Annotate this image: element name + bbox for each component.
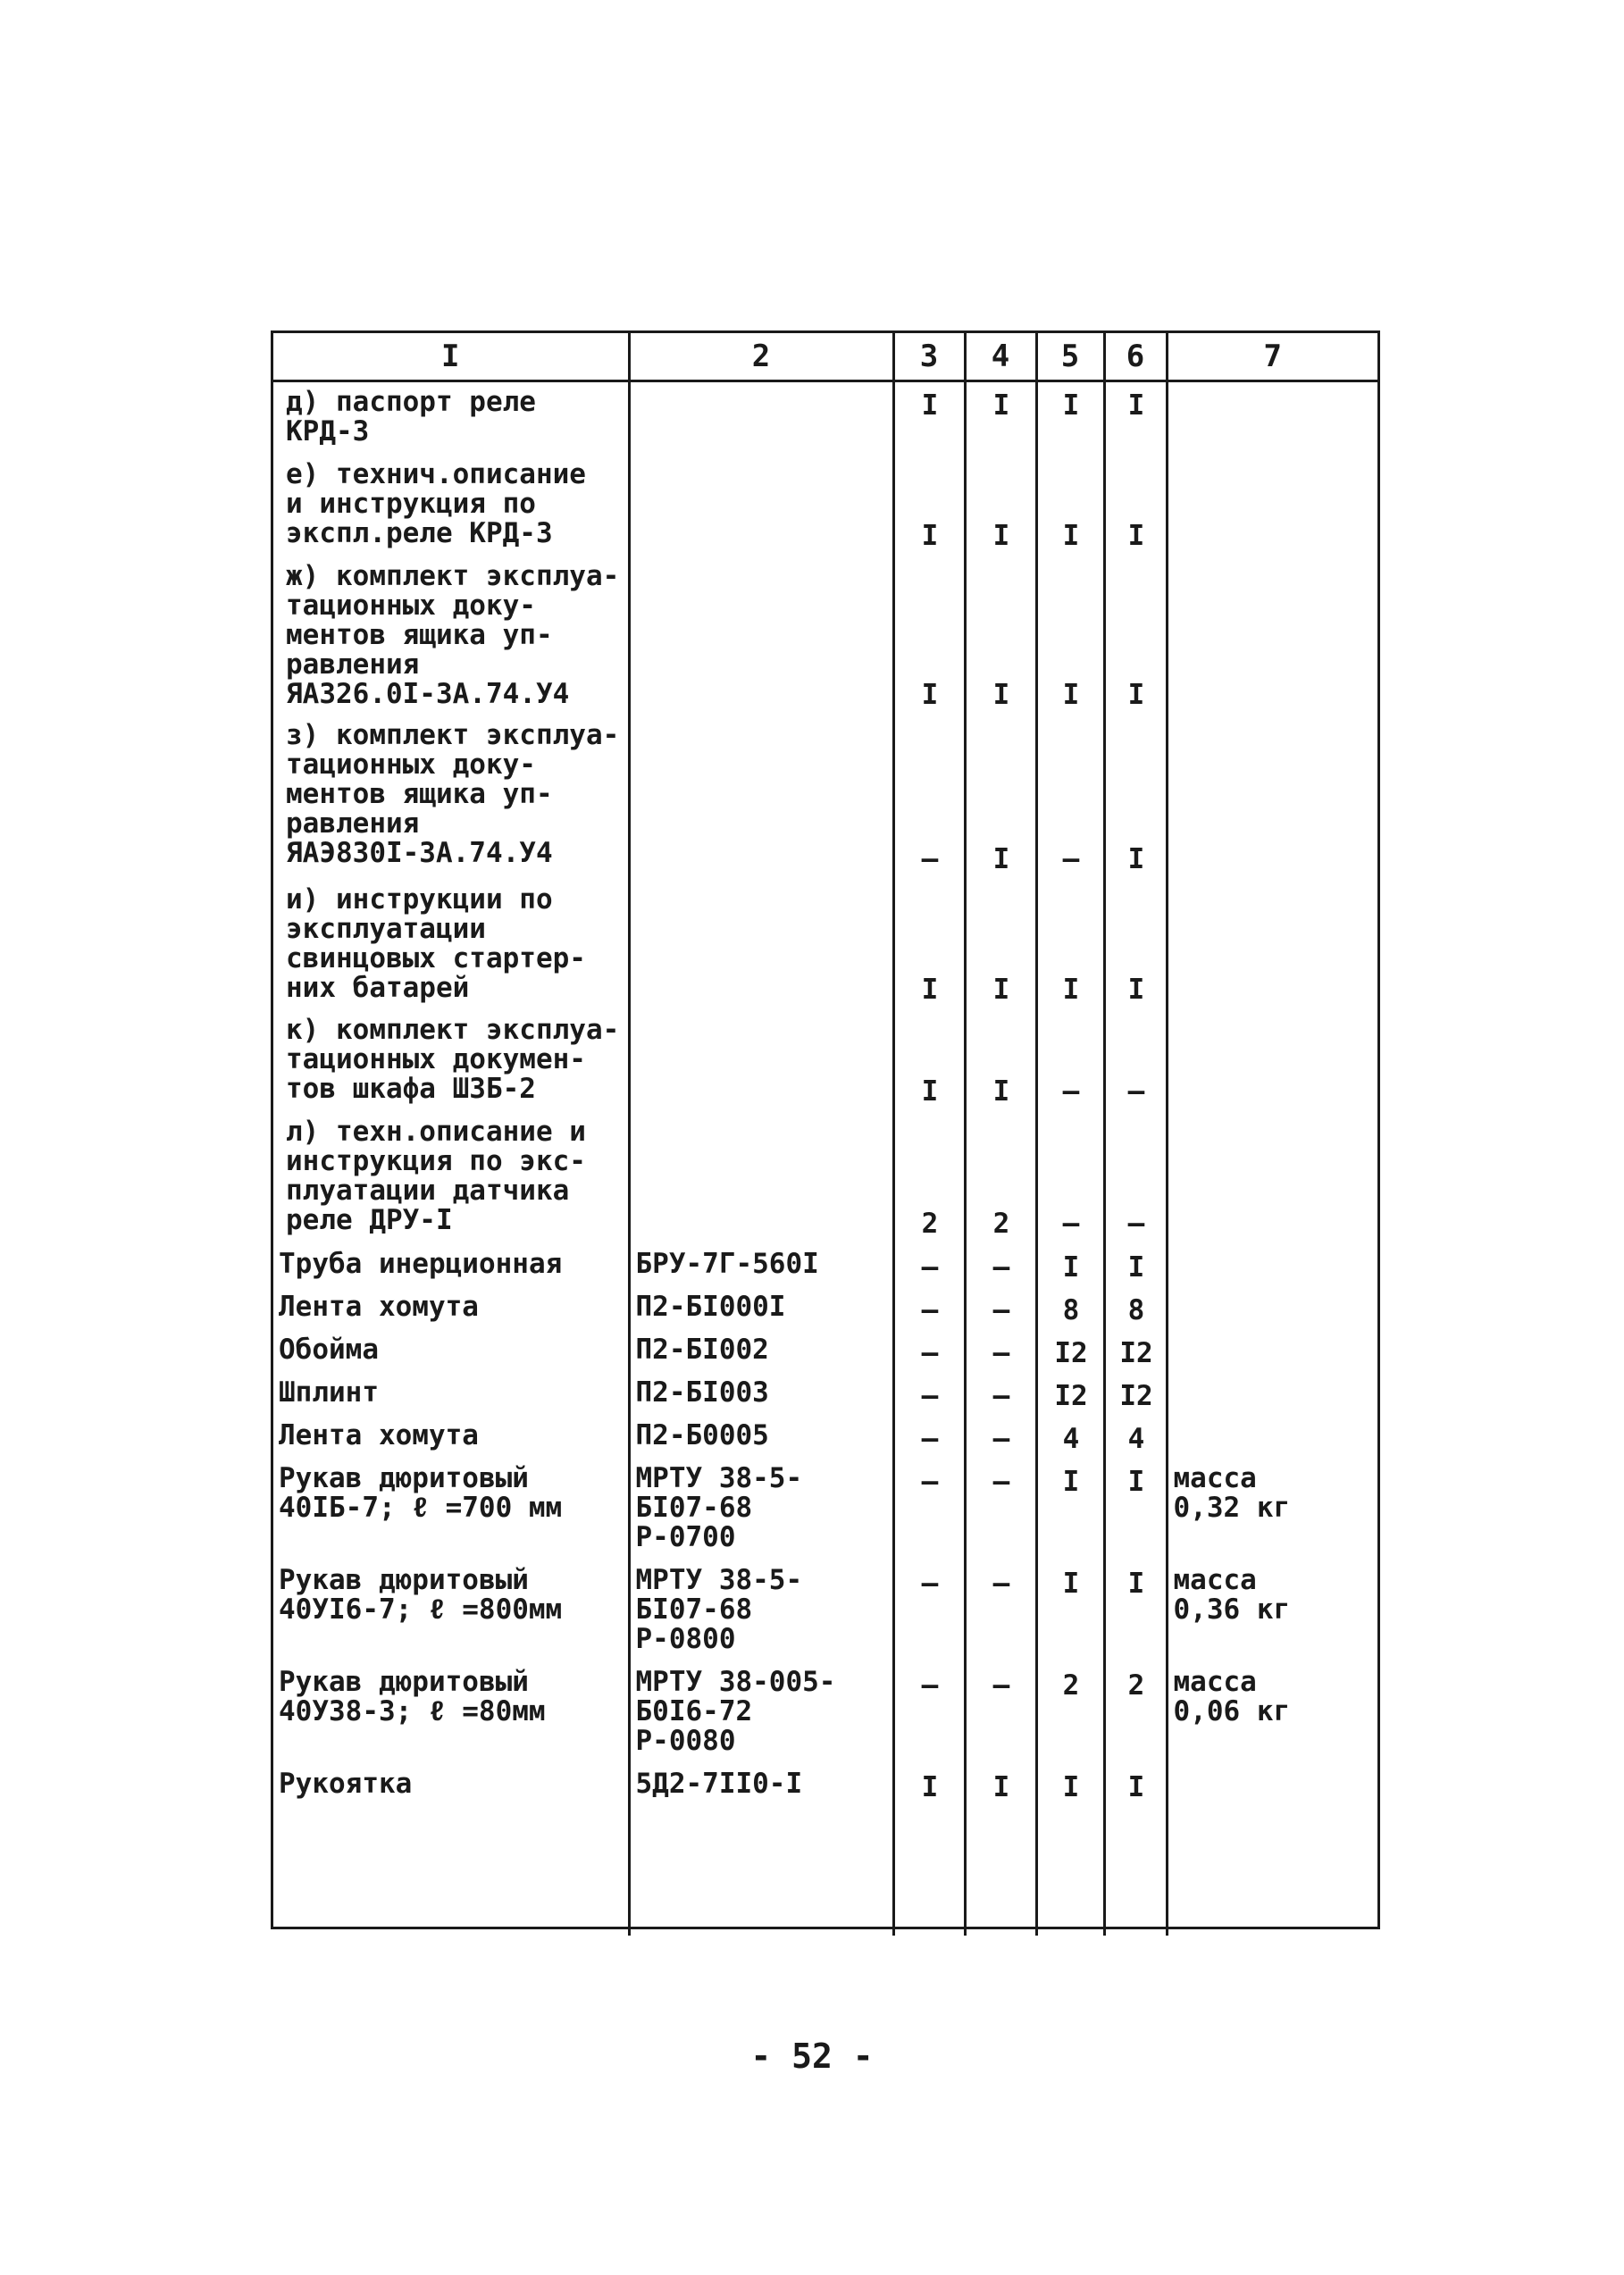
header-col-3: 3 [893,333,965,381]
qty-col-3: I [893,1010,965,1112]
qty-col-6: I2 [1104,1330,1167,1373]
qty-col-4: – [965,1244,1036,1287]
qty-col-3: – [893,1662,965,1764]
table-row [273,1112,1377,1244]
spec-table-frame [271,330,1380,1929]
item-designation: МРТУ 38-5- БI07-68 Р-0800 [629,1560,893,1662]
qty-col-5: I [1036,880,1104,1010]
item-designation [629,455,893,556]
qty-col-3: – [893,1287,965,1330]
qty-col-6: I2 [1104,1373,1167,1416]
item-designation: П2-Б0005 [629,1416,893,1459]
qty-col-4: I [965,880,1036,1010]
item-designation: МРТУ 38-5- БI07-68 Р-0700 [629,1459,893,1560]
qty-col-4: – [965,1330,1036,1373]
item-designation: БРУ-7Г-560I [629,1244,893,1287]
qty-col-3: I [893,455,965,556]
header-col-6: 6 [1104,333,1167,381]
item-name: Обойма [273,1330,629,1373]
qty-col-5: I [1036,1244,1104,1287]
qty-col-3: I [893,381,965,455]
qty-col-3: I [893,556,965,715]
qty-col-4: – [965,1560,1036,1662]
item-name: Шплинт [273,1373,629,1416]
table-row [273,1373,1377,1416]
qty-col-6: I [1104,1560,1167,1662]
item-note: масса 0,06 кг [1173,1665,1291,1727]
qty-col-3: I [893,880,965,1010]
qty-col-3: – [893,715,965,880]
item-note [1167,1373,1377,1416]
item-note [1167,1330,1377,1373]
qty-col-5: I2 [1036,1373,1104,1416]
qty-col-4: I [965,1010,1036,1112]
qty-col-6: 2 [1104,1662,1167,1764]
qty-col-5: – [1036,1010,1104,1112]
item-note [1167,880,1377,1010]
header-col-2: 2 [629,333,893,381]
qty-col-6: – [1104,1112,1167,1244]
qty-col-6: I [1104,1764,1167,1814]
qty-col-3: – [893,1560,965,1662]
item-name: е) технич.описание и инструкция по экспл.реле КРД-3 [273,455,629,556]
qty-col-3: I [893,1764,965,1814]
qty-col-3: 2 [893,1112,965,1244]
table-header-row [273,333,1377,381]
table-row [273,1764,1377,1814]
table-row [273,455,1377,556]
item-designation [629,381,893,455]
item-designation [629,1112,893,1244]
table-row [273,1416,1377,1459]
qty-col-4: – [965,1459,1036,1560]
table-row [273,1560,1377,1662]
item-designation: МРТУ 38-005- Б0I6-72 Р-0080 [629,1662,893,1764]
item-note: масса 0,32 кг [1173,1461,1291,1524]
qty-col-4: – [965,1662,1036,1764]
item-designation: 5Д2-7II0-I [629,1764,893,1814]
qty-col-5: 4 [1036,1416,1104,1459]
item-designation: П2-БI002 [629,1330,893,1373]
qty-col-3: – [893,1416,965,1459]
qty-col-3: – [893,1459,965,1560]
item-note [1167,1764,1377,1814]
qty-col-5: I [1036,1459,1104,1560]
qty-col-6: I [1104,1244,1167,1287]
item-name: Труба инерционная [273,1244,629,1287]
item-note [1167,1416,1377,1459]
qty-col-4: – [965,1373,1036,1416]
item-name: Лента хомута [273,1416,629,1459]
qty-col-5: 8 [1036,1287,1104,1330]
qty-col-6: 4 [1104,1416,1167,1459]
item-note [1167,1287,1377,1330]
qty-col-4: 2 [965,1112,1036,1244]
qty-col-5: I2 [1036,1330,1104,1373]
header-col-4: 4 [965,333,1036,381]
item-designation: П2-БI003 [629,1373,893,1416]
qty-col-6: I [1104,880,1167,1010]
qty-col-3: – [893,1373,965,1416]
qty-col-4: – [965,1287,1036,1330]
table-row [273,1287,1377,1330]
qty-col-4: I [965,715,1036,880]
table-row [273,715,1377,880]
item-name: Рукав дюритовый 40У38-3; ℓ =80мм [273,1662,629,1764]
item-designation [629,556,893,715]
qty-col-6: – [1104,1010,1167,1112]
table-row [273,1244,1377,1287]
table-row [273,1662,1377,1764]
qty-col-4: I [965,455,1036,556]
qty-col-5: I [1036,1560,1104,1662]
qty-col-6: I [1104,381,1167,455]
item-note [1167,715,1377,880]
header-col-5: 5 [1036,333,1104,381]
table-row [273,1459,1377,1560]
qty-col-5: I [1036,381,1104,455]
qty-col-6: I [1104,455,1167,556]
header-col-1: I [273,333,629,381]
table-row [273,880,1377,1010]
item-note: масса 0,36 кг [1173,1563,1291,1626]
table-row [273,1330,1377,1373]
qty-col-3: – [893,1330,965,1373]
page-number: - 52 - [750,2037,874,2076]
qty-col-6: I [1104,715,1167,880]
item-name: Лента хомута [273,1287,629,1330]
item-name: Рукав дюритовый 40УI6-7; ℓ =800мм [273,1560,629,1662]
item-note [1167,381,1377,455]
item-name: Рукоятка [273,1764,629,1814]
table-filler-row [273,1814,1377,1936]
table-row [273,1010,1377,1112]
qty-col-4: I [965,1764,1036,1814]
item-note [1167,1112,1377,1244]
qty-col-3: – [893,1244,965,1287]
item-name: к) комплект эксплуа- тационных докумен- тов шкафа ШЗБ-2 [273,1010,629,1112]
item-name: д) паспорт реле КРД-3 [273,381,629,455]
item-note [1167,556,1377,715]
qty-col-5: I [1036,1764,1104,1814]
qty-col-6: 8 [1104,1287,1167,1330]
qty-col-5: – [1036,715,1104,880]
qty-col-4: – [965,1416,1036,1459]
qty-col-6: I [1104,1459,1167,1560]
item-name: з) комплект эксплуа- тационных доку- ментов ящика уп- равления ЯАЭ830I-3А.74.У4 [273,715,629,880]
item-note [1167,1010,1377,1112]
item-name: и) инструкции по эксплуатации свинцовых стартер- них батарей [273,880,629,1010]
item-designation [629,1010,893,1112]
item-note [1167,1244,1377,1287]
qty-col-5: 2 [1036,1662,1104,1764]
qty-col-6: I [1104,556,1167,715]
item-name: л) техн.описание и инструкция по экс- плуатации датчика реле ДРУ-I [273,1112,629,1244]
item-name: Рукав дюритовый 40IБ-7; ℓ =700 мм [273,1459,629,1560]
item-designation [629,880,893,1010]
qty-col-4: I [965,381,1036,455]
header-col-7: 7 [1167,333,1377,381]
spec-table [273,333,1377,1936]
item-designation [629,715,893,880]
table-row [273,381,1377,455]
qty-col-4: I [965,556,1036,715]
item-designation: П2-БI000I [629,1287,893,1330]
item-note [1167,455,1377,556]
qty-col-5: I [1036,556,1104,715]
table-row [273,556,1377,715]
qty-col-5: – [1036,1112,1104,1244]
item-name: ж) комплект эксплуа- тационных доку- ментов ящика уп- равления ЯА326.0I-3А.74.У4 [273,556,629,715]
qty-col-5: I [1036,455,1104,556]
